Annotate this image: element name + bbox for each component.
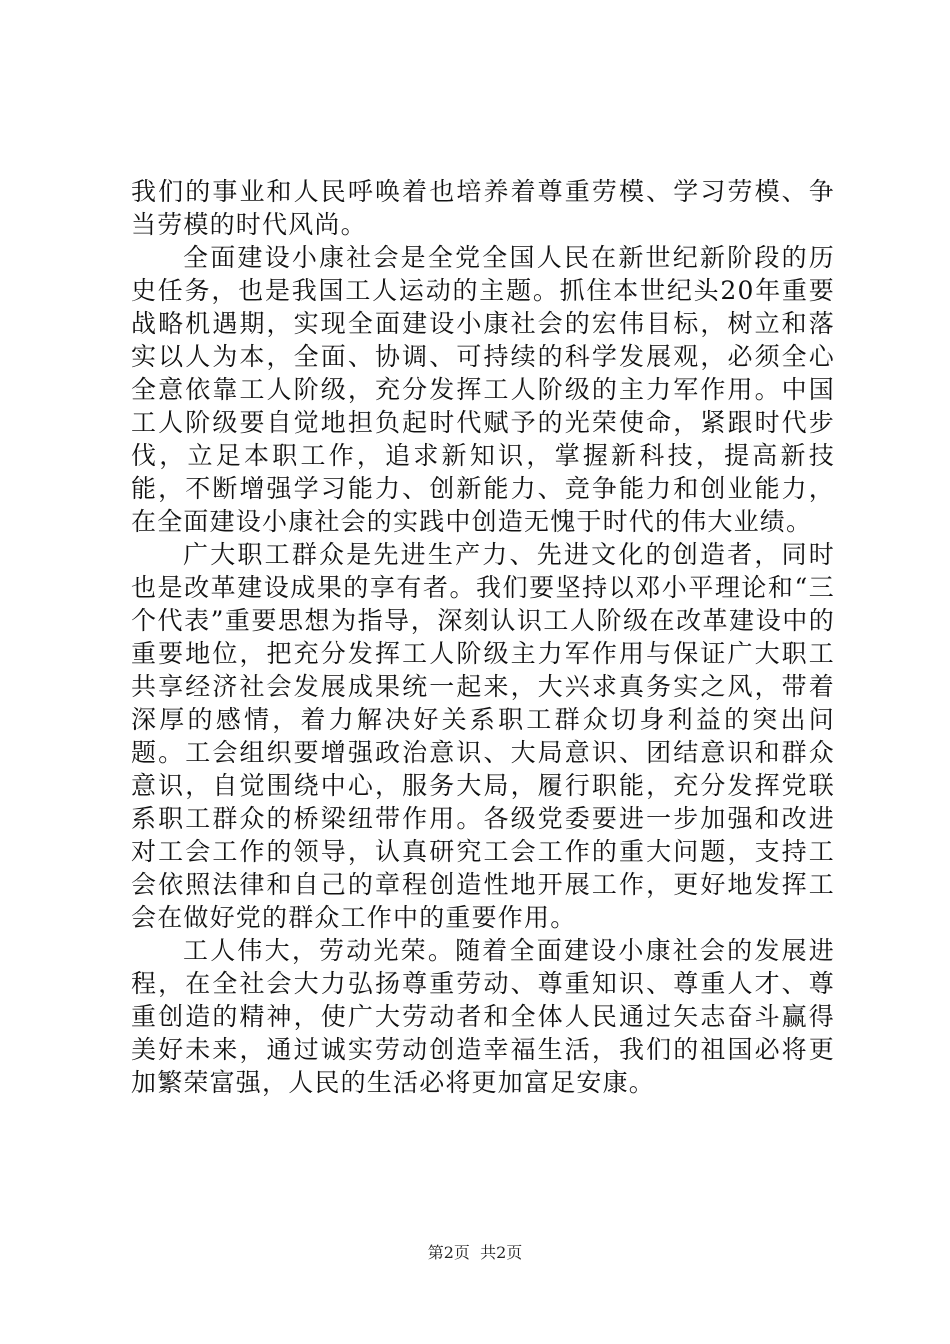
paragraph-labor-glory: 工人伟大，劳动光荣。随着全面建设小康社会的发展进程，在全社会大力弘扬尊重劳动、尊重知识、尊重人才、尊重创造的精神，使广大劳动者和全体人民通过矢志奋斗赢得美好未来，通过诚实劳动创造幸福生活，我们的祖国必将更加繁荣富强，人民的生活必将更加富足安康。 — [131, 936, 835, 1097]
page-footer — [0, 1242, 950, 1264]
page-number-label: 第2页 共2页 — [427, 1243, 523, 1262]
paragraph-xiaokang-society: 全面建设小康社会是全党全国人民在新世纪新阶段的历史任务，也是我国工人运动的主题。抓住本世纪头20年重要战略机遇期，实现全面建设小康社会的宏伟目标，树立和落实以人为本，全面、协调、可持续的科学发展观，必须全心全意依靠工人阶级，充分发挥工人阶级的主力军作用。中国工人阶级要自觉地担负起时代赋予的光荣使命，紧跟时代步伐，立足本职工作，追求新知识，掌握新科技，提高新技能，不断增强学习能力、创新能力、竞争能力和创业能力，在全面建设小康社会的实践中创造无愧于时代的伟大业绩。 — [131, 243, 835, 536]
paragraph-workers-masses: 广大职工群众是先进生产力、先进文化的创造者，同时也是改革建设成果的享有者。我们要坚持以邓小平理论和“三个代表”重要思想为指导，深刻认识工人阶级在改革建设中的重要地位，把充分发挥工人阶级主力军作用与保证广大职工共享经济社会发展成果统一起来，大兴求真务实之风，带着深厚的感情，着力解决好关系职工群众切身利益的突出问题。工会组织要增强政治意识、大局意识、团结意识和群众意识，自觉围绕中心，服务大局，履行职能，充分发挥党联系职工群众的桥梁纽带作用。各级党委要进一步加强和改进对工会工作的领导，认真研究工会工作的重大问题，支持工会依照法律和自己的章程创造性地开展工作，更好地发挥工会在做好党的群众工作中的重要作用。 — [131, 540, 835, 932]
document-body — [131, 175, 835, 1099]
paragraph-continuation: 我们的事业和人民呼唤着也培养着尊重劳模、学习劳模、争当劳模的时代风尚。 — [131, 177, 835, 239]
